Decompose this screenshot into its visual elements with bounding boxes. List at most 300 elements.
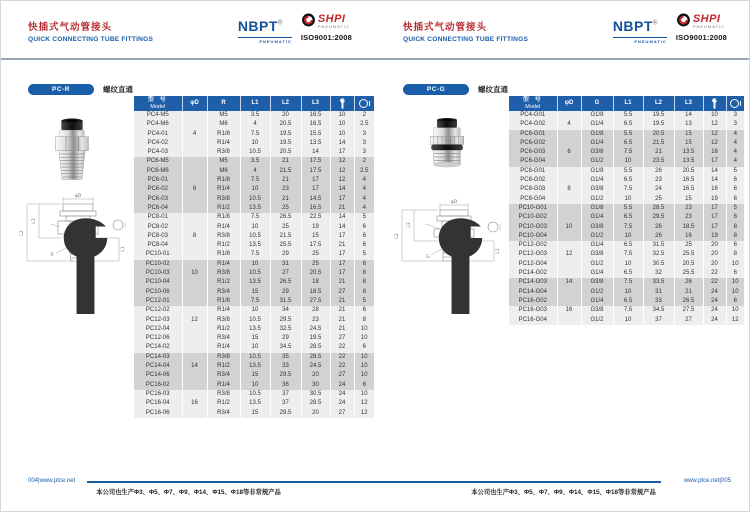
wrench-size-cell: 22 [703, 269, 726, 278]
l3-cell: 17.5 [301, 157, 330, 166]
l2-cell: 23 [270, 185, 301, 194]
l1-cell: 4 [240, 120, 270, 129]
diameter-cell [182, 176, 207, 185]
model-cell: PC6-02 [134, 185, 182, 194]
l3-cell: 25 [301, 260, 330, 269]
l2-cell: 31 [270, 260, 301, 269]
shpi-swirl-icon [676, 13, 691, 27]
l3-cell: 27.5 [301, 297, 330, 306]
l2-cell: 26 [643, 167, 674, 176]
l1-cell: 7.5 [240, 130, 270, 139]
l3-cell: 16 [674, 232, 703, 241]
l2-cell: 19.5 [270, 139, 301, 148]
col-header-l2: L2 [643, 96, 674, 111]
orifice-icon [730, 99, 739, 108]
l2-cell: 33.5 [643, 278, 674, 287]
l3-cell: 15 [674, 139, 703, 148]
orifice-cell: 5 [354, 297, 374, 306]
wrench-size-cell: 17 [703, 204, 726, 213]
orifice-cell: 2 [354, 157, 374, 166]
col-header-l3: L3 [674, 96, 703, 111]
col-header-diameter: φD [557, 96, 581, 111]
spec-table-pcr [134, 96, 374, 418]
l3-cell: 25 [674, 241, 703, 250]
wrench-size-cell: 17 [330, 269, 354, 278]
orifice-cell: 10 [354, 334, 374, 343]
l1-cell: 10.5 [240, 195, 270, 204]
orifice-cell: 10 [354, 390, 374, 399]
wrench-size-cell: 21 [330, 204, 354, 213]
diameter-cell [182, 353, 207, 362]
table-row [134, 213, 374, 222]
orifice-cell: 10 [726, 288, 744, 297]
diameter-cell [182, 204, 207, 213]
l1-cell: 6.5 [613, 269, 643, 278]
shpi-subtitle: PNEUMATIC [317, 24, 351, 29]
orifice-cell: 6 [726, 195, 744, 204]
l1-cell: 10 [240, 223, 270, 232]
thread-cell: R3/8 [207, 232, 240, 241]
orifice-cell: 4 [726, 157, 744, 166]
model-cell: PC6-03 [134, 195, 182, 204]
l2-cell: 20 [270, 111, 301, 120]
model-cell: PC4-G01 [509, 111, 557, 120]
l2-cell: 21 [270, 195, 301, 204]
wrench-size-cell: 24 [330, 390, 354, 399]
thread-cell: R1/8 [207, 176, 240, 185]
wrench-size-cell: 17 [330, 260, 354, 269]
diameter-cell [182, 139, 207, 148]
l1-cell: 7.5 [613, 223, 643, 232]
diameter-cell: 10 [182, 269, 207, 278]
diameter-cell [182, 325, 207, 334]
l3-cell: 23 [301, 316, 330, 325]
dimension-drawing-pcg [390, 197, 508, 339]
col-header-l1: L1 [613, 96, 643, 111]
section-row [28, 84, 133, 95]
wrench-size-cell: 20 [703, 250, 726, 259]
table-row [509, 269, 744, 278]
col-header-model [134, 96, 182, 111]
model-cell: PC8-G03 [509, 185, 557, 194]
orifice-cell: 6 [354, 381, 374, 390]
orifice-cell: 4 [354, 195, 374, 204]
model-cell: PC12-02 [134, 306, 182, 315]
thread-cell: G1/4 [581, 297, 613, 306]
wrench-size-cell: 17 [330, 195, 354, 204]
table-row [509, 111, 744, 120]
diameter-cell [182, 241, 207, 250]
l1-cell: 6.5 [613, 213, 643, 222]
diameter-cell [182, 223, 207, 232]
header-divider [376, 58, 750, 60]
dimension-drawing-pcr [15, 191, 133, 333]
wrench-size-cell: 12 [703, 139, 726, 148]
l2-cell: 33 [270, 362, 301, 371]
l3-cell: 30 [301, 381, 330, 390]
l1-cell: 3.5 [240, 157, 270, 166]
l3-cell: 27.5 [674, 306, 703, 315]
thread-cell: M5 [207, 157, 240, 166]
thread-cell: M6 [207, 167, 240, 176]
model-cell: PC8-04 [134, 241, 182, 250]
l1-cell: 13.5 [240, 241, 270, 250]
table-row [134, 390, 374, 399]
product-photo-pcg [422, 117, 472, 187]
thread-cell: R3/4 [207, 371, 240, 380]
drawing-label-l1: L1 [496, 248, 501, 254]
model-cell: PC4-02 [134, 139, 182, 148]
l2-cell: 32.5 [270, 325, 301, 334]
drawing-label-l3: L3 [407, 222, 412, 228]
orifice-cell: 3 [354, 139, 374, 148]
wrench-icon [439, 218, 482, 314]
orifice-cell: 8 [354, 269, 374, 278]
thread-cell: R3/4 [207, 288, 240, 297]
thread-cell: G1/8 [581, 167, 613, 176]
l3-cell: 13.5 [674, 148, 703, 157]
orifice-icon [113, 220, 123, 230]
l3-cell: 16.5 [301, 204, 330, 213]
l1-cell: 7.5 [240, 176, 270, 185]
orifice-cell: 10 [354, 362, 374, 371]
orifice-cell: 8 [354, 278, 374, 287]
model-cell: PC10-G04 [509, 232, 557, 241]
l1-cell: 6.5 [613, 139, 643, 148]
l1-cell: 10.5 [240, 390, 270, 399]
l2-cell: 25.5 [270, 241, 301, 250]
wrench-size-cell: 16 [703, 185, 726, 194]
col-header-orifice [354, 96, 374, 111]
wrench-size-cell: 12 [330, 167, 354, 176]
orifice-tick [740, 101, 741, 106]
table-row [134, 306, 374, 315]
orifice-cell: 6 [726, 269, 744, 278]
shpi-logo [301, 13, 352, 42]
model-cell: PC16-G04 [509, 316, 557, 325]
l1-cell: 5.5 [613, 111, 643, 120]
wrench-size-cell: 12 [330, 157, 354, 166]
l2-cell: 34 [270, 306, 301, 315]
l1-cell: 6.5 [613, 120, 643, 129]
orifice-cell: 5 [726, 167, 744, 176]
orifice-cell: 6 [726, 241, 744, 250]
shpi-text [318, 13, 350, 29]
wrench-size-cell: 22 [330, 362, 354, 371]
model-cell: PC12-03 [134, 316, 182, 325]
l1-cell: 15 [240, 334, 270, 343]
l2-cell: 31.5 [643, 241, 674, 250]
thread-cell: R1/8 [207, 250, 240, 259]
thread-cell: G3/8 [581, 278, 613, 287]
diameter-cell [182, 371, 207, 380]
l3-cell: 20 [301, 409, 330, 418]
shpi-text [693, 13, 725, 29]
model-cell: PC8-G01 [509, 167, 557, 176]
l1-cell: 7.5 [613, 278, 643, 287]
l2-cell: 31 [643, 288, 674, 297]
table-row [509, 316, 744, 325]
l3-cell: 16.5 [301, 120, 330, 129]
series-code-pill: PC-R [28, 84, 94, 95]
wrench-size-cell: 27 [330, 371, 354, 380]
thread-cell: G1/2 [581, 260, 613, 269]
page-titles [403, 19, 528, 43]
wrench-size-cell: 21 [330, 325, 354, 334]
l3-cell: 15 [301, 232, 330, 241]
wrench-size-cell: 14 [330, 139, 354, 148]
shpi-logo-top [676, 13, 727, 29]
table-row [134, 409, 374, 418]
l2-cell: 29.5 [270, 409, 301, 418]
page-number-url: 004|www.ptce.net [28, 478, 76, 484]
l1-cell: 15 [240, 371, 270, 380]
l2-cell: 37 [643, 316, 674, 325]
nbpt-logo [613, 18, 667, 44]
series-name: 螺纹直通 [478, 85, 508, 94]
diameter-cell [557, 139, 581, 148]
l3-cell: 19.5 [301, 334, 330, 343]
thread-cell: R1/4 [207, 381, 240, 390]
col-header-l2: L2 [270, 96, 301, 111]
l3-cell: 27 [674, 316, 703, 325]
l3-cell: 16.5 [674, 176, 703, 185]
table-row [134, 399, 374, 408]
l1-cell: 7.5 [613, 306, 643, 315]
wrench-size-cell: 24 [703, 316, 726, 325]
l2-cell: 20.5 [643, 130, 674, 139]
diameter-cell [182, 148, 207, 157]
wrench-size-cell: 21 [330, 316, 354, 325]
l3-cell: 13.5 [674, 157, 703, 166]
table-row [134, 204, 374, 213]
orifice-cell: 6 [726, 185, 744, 194]
wrench-size-cell: 21 [330, 241, 354, 250]
col-header-l3: L3 [301, 96, 330, 111]
model-cell: PC8-03 [134, 232, 182, 241]
orifice-cell: 8 [354, 316, 374, 325]
l2-cell: 36 [270, 381, 301, 390]
model-cell: PC10-G03 [509, 223, 557, 232]
l1-cell: 10.5 [240, 269, 270, 278]
l3-cell: 18 [301, 278, 330, 287]
diameter-cell [182, 297, 207, 306]
orifice-cell: 6 [354, 306, 374, 315]
orifice-cell: 4 [354, 185, 374, 194]
wrench-size-cell: 17 [330, 232, 354, 241]
model-cell: PC10-G01 [509, 204, 557, 213]
thread-cell: R3/8 [207, 269, 240, 278]
l2-cell: 26 [643, 232, 674, 241]
diameter-cell [557, 260, 581, 269]
l2-cell: 25 [270, 223, 301, 232]
table-row [509, 260, 744, 269]
footer-note: 本公司也生产Φ3、Φ5、Φ7、Φ9、Φ14、Φ15、Φ18等非常规产品 [471, 489, 656, 496]
nbpt-subtitle: PNEUMATIC [613, 37, 667, 44]
wrench-size-cell: 24 [330, 399, 354, 408]
diameter-cell: 14 [182, 362, 207, 371]
orifice-cell: 6 [354, 260, 374, 269]
l3-cell: 28.5 [301, 353, 330, 362]
orifice-tick [369, 101, 370, 106]
registered-mark: ® [277, 20, 283, 27]
l3-cell: 18.5 [301, 288, 330, 297]
orifice-icon [359, 99, 368, 108]
l2-cell: 28.5 [643, 204, 674, 213]
table-row [509, 195, 744, 204]
l3-cell: 28.5 [301, 399, 330, 408]
thread-cell: R1/4 [207, 260, 240, 269]
orifice-cell: 6 [354, 232, 374, 241]
orifice-icon [488, 222, 498, 232]
col-header-model [509, 96, 557, 111]
wrench-size-cell: 21 [330, 306, 354, 315]
drawing-label-thread: R [50, 253, 54, 258]
l1-cell: 3.5 [240, 111, 270, 120]
wrench-size-cell: 20 [703, 260, 726, 269]
orifice-cell: 10 [726, 306, 744, 315]
l3-cell: 21 [674, 288, 703, 297]
wrench-size-cell: 16 [703, 148, 726, 157]
orifice-cell: 6 [354, 241, 374, 250]
orifice-cell: 2.5 [354, 167, 374, 176]
orifice-cell: 4 [726, 139, 744, 148]
l2-cell: 34.5 [643, 306, 674, 315]
wrench-size-cell: 12 [703, 120, 726, 129]
wrench-size-cell: 27 [330, 334, 354, 343]
l2-cell: 24 [643, 185, 674, 194]
wrench-size-cell: 24 [703, 288, 726, 297]
thread-cell: G3/8 [581, 223, 613, 232]
diameter-cell [182, 334, 207, 343]
orifice-cell: 6 [726, 176, 744, 185]
l1-cell: 10 [240, 260, 270, 269]
l3-cell: 20.5 [301, 269, 330, 278]
series-code-pill: PC-G [403, 84, 469, 95]
orifice-cell: 12 [354, 399, 374, 408]
model-cell: PC14-G03 [509, 278, 557, 287]
thread-cell: G3/8 [581, 148, 613, 157]
l3-cell: 17 [301, 185, 330, 194]
l3-cell: 14 [674, 111, 703, 120]
l2-cell: 26.5 [270, 213, 301, 222]
thread-cell: R1/8 [207, 297, 240, 306]
table-row [134, 353, 374, 362]
orifice-cell: 4 [726, 148, 744, 157]
model-cell: PC12-04 [134, 325, 182, 334]
orifice-cell: 10 [354, 371, 374, 380]
l1-cell: 15 [240, 409, 270, 418]
wrench-size-cell: 10 [330, 111, 354, 120]
diameter-cell [557, 204, 581, 213]
spec-table-pcg [509, 96, 744, 325]
diameter-cell [182, 120, 207, 129]
table-row [509, 157, 744, 166]
thread-cell: G1/2 [581, 288, 613, 297]
orifice-cell: 12 [354, 409, 374, 418]
l1-cell: 10 [240, 185, 270, 194]
l2-cell: 34.5 [270, 343, 301, 352]
model-cell: PC12-06 [134, 334, 182, 343]
l1-cell: 10 [613, 316, 643, 325]
wrench-size-cell: 17 [330, 148, 354, 157]
l1-cell: 13.5 [240, 325, 270, 334]
l1-cell: 7.5 [613, 148, 643, 157]
table-row [134, 371, 374, 380]
table-row [509, 223, 744, 232]
model-cell: PC14-04 [134, 362, 182, 371]
wrench-size-cell: 21 [330, 297, 354, 306]
l3-cell: 16.5 [674, 185, 703, 194]
col-header-model-cn: 型 号 [522, 96, 543, 103]
col-header-model-en: Model [150, 104, 166, 110]
thread-cell: G1/4 [581, 120, 613, 129]
model-cell: PC8-G02 [509, 176, 557, 185]
shpi-swirl-icon [301, 13, 316, 27]
model-cell: PC10-02 [134, 260, 182, 269]
diameter-cell [182, 288, 207, 297]
thread-cell: R1/4 [207, 343, 240, 352]
diameter-cell [557, 316, 581, 325]
model-cell: PC14-G04 [509, 288, 557, 297]
table-row [134, 381, 374, 390]
wrench-size-cell: 17 [703, 213, 726, 222]
l2-cell: 29 [270, 288, 301, 297]
nbpt-subtitle: PNEUMATIC [238, 37, 292, 44]
l1-cell: 5.5 [613, 204, 643, 213]
wrench-size-cell: 24 [703, 306, 726, 315]
table-row [134, 241, 374, 250]
l1-cell: 10 [613, 232, 643, 241]
l1-cell: 5.5 [613, 130, 643, 139]
l2-cell: 37 [270, 390, 301, 399]
model-cell: PC14-03 [134, 353, 182, 362]
l1-cell: 10.5 [240, 148, 270, 157]
l2-cell: 33 [643, 297, 674, 306]
diameter-cell [557, 241, 581, 250]
orifice-cell: 8 [354, 288, 374, 297]
l2-cell: 20.5 [270, 120, 301, 129]
model-cell: PC16-06 [134, 409, 182, 418]
l1-cell: 10 [240, 306, 270, 315]
thread-cell: G1/2 [581, 316, 613, 325]
model-cell: PC10-04 [134, 278, 182, 287]
l3-cell: 25 [301, 250, 330, 259]
thread-cell: G1/2 [581, 195, 613, 204]
wrench-size-cell: 12 [703, 130, 726, 139]
drawing-label-l1: L1 [121, 246, 126, 252]
l3-cell: 25.5 [674, 269, 703, 278]
thread-cell: M5 [207, 111, 240, 120]
diameter-cell [557, 157, 581, 166]
page-number-url: www.ptce.net|005 [683, 478, 731, 484]
series-name: 螺纹直通 [103, 85, 133, 94]
wrench-size-cell: 19 [703, 195, 726, 204]
l2-cell: 25 [270, 204, 301, 213]
product-photo-pcr [47, 117, 97, 191]
l2-cell: 37 [270, 399, 301, 408]
l3-cell: 17.5 [301, 167, 330, 176]
l1-cell: 6.5 [613, 241, 643, 250]
wrench-size-cell: 14 [703, 167, 726, 176]
wrench-size-cell: 27 [330, 409, 354, 418]
l3-cell: 20.5 [674, 260, 703, 269]
model-cell: PC4-03 [134, 148, 182, 157]
l2-cell: 21 [270, 157, 301, 166]
diameter-cell [182, 195, 207, 204]
l3-cell: 28 [301, 306, 330, 315]
table-row [509, 213, 744, 222]
